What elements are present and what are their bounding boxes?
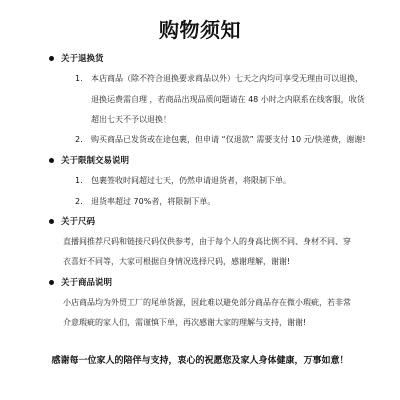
- text-line: 本店商品（除不符合退换要求商品以外）七天之内均可享受无理由可以退换，: [91, 74, 363, 83]
- item-number: 2.: [75, 197, 83, 206]
- closing-message: 感谢每一位家人的陪伴与支持，衷心的祝愿您及家人身体健康，万事如意！: [51, 356, 349, 366]
- section-heading-text: 关于商品说明: [61, 278, 113, 288]
- text-line: 介意瑕疵的家人们，需谨慎下单，再次感谢大家的理解与支持，谢谢!: [63, 318, 307, 327]
- bullet-icon: [49, 280, 54, 285]
- item-number: 1.: [75, 74, 83, 83]
- bullet-icon: [49, 56, 54, 61]
- text-line: 退换运费需自理 ，若商品出现品质问题请在 48 小时之内联系在线客服，收货: [91, 95, 365, 104]
- section-heading-text: 关于退换货: [61, 54, 104, 64]
- text-line: 直播间推荐尺码和链接尺码仅供参考，由于每个人的身高比例不同、身材不同、穿: [63, 237, 351, 246]
- bullet-icon: [49, 158, 54, 163]
- section-heading-product-notes: [61, 277, 112, 289]
- section-heading-text: 关于限制交易说明: [61, 156, 130, 166]
- section-heading-text: 关于尺码: [61, 217, 96, 227]
- section-heading-restrictions: [61, 155, 129, 167]
- item-number: 1.: [75, 176, 83, 185]
- bullet-icon: [49, 219, 54, 224]
- text-line: 超出七天不予以退换！: [91, 115, 171, 124]
- text-line: 购买商品已发货或在途包裹，但申请 “仅退款” 需要支付 10 元/快递费，谢谢!: [91, 135, 366, 144]
- section-heading-returns: [61, 53, 104, 65]
- text-line: 包裹签收时间超过七天，仍然申请退货者，将限制下单。: [91, 176, 291, 185]
- text-line: 小店商品均为外贸工厂的尾单货源，因此难以避免部分商品存在微小瑕疵，若非常: [63, 298, 351, 307]
- page-title: 购物须知: [159, 18, 241, 42]
- text-line: 退货率超过 70%者，将限制下单。: [91, 197, 216, 206]
- text-line: 衣喜好不同等，大家可根据自身情况选择尺码，感谢理解，谢谢!: [63, 257, 291, 266]
- section-heading-sizing: [61, 216, 95, 228]
- item-number: 2.: [75, 135, 83, 144]
